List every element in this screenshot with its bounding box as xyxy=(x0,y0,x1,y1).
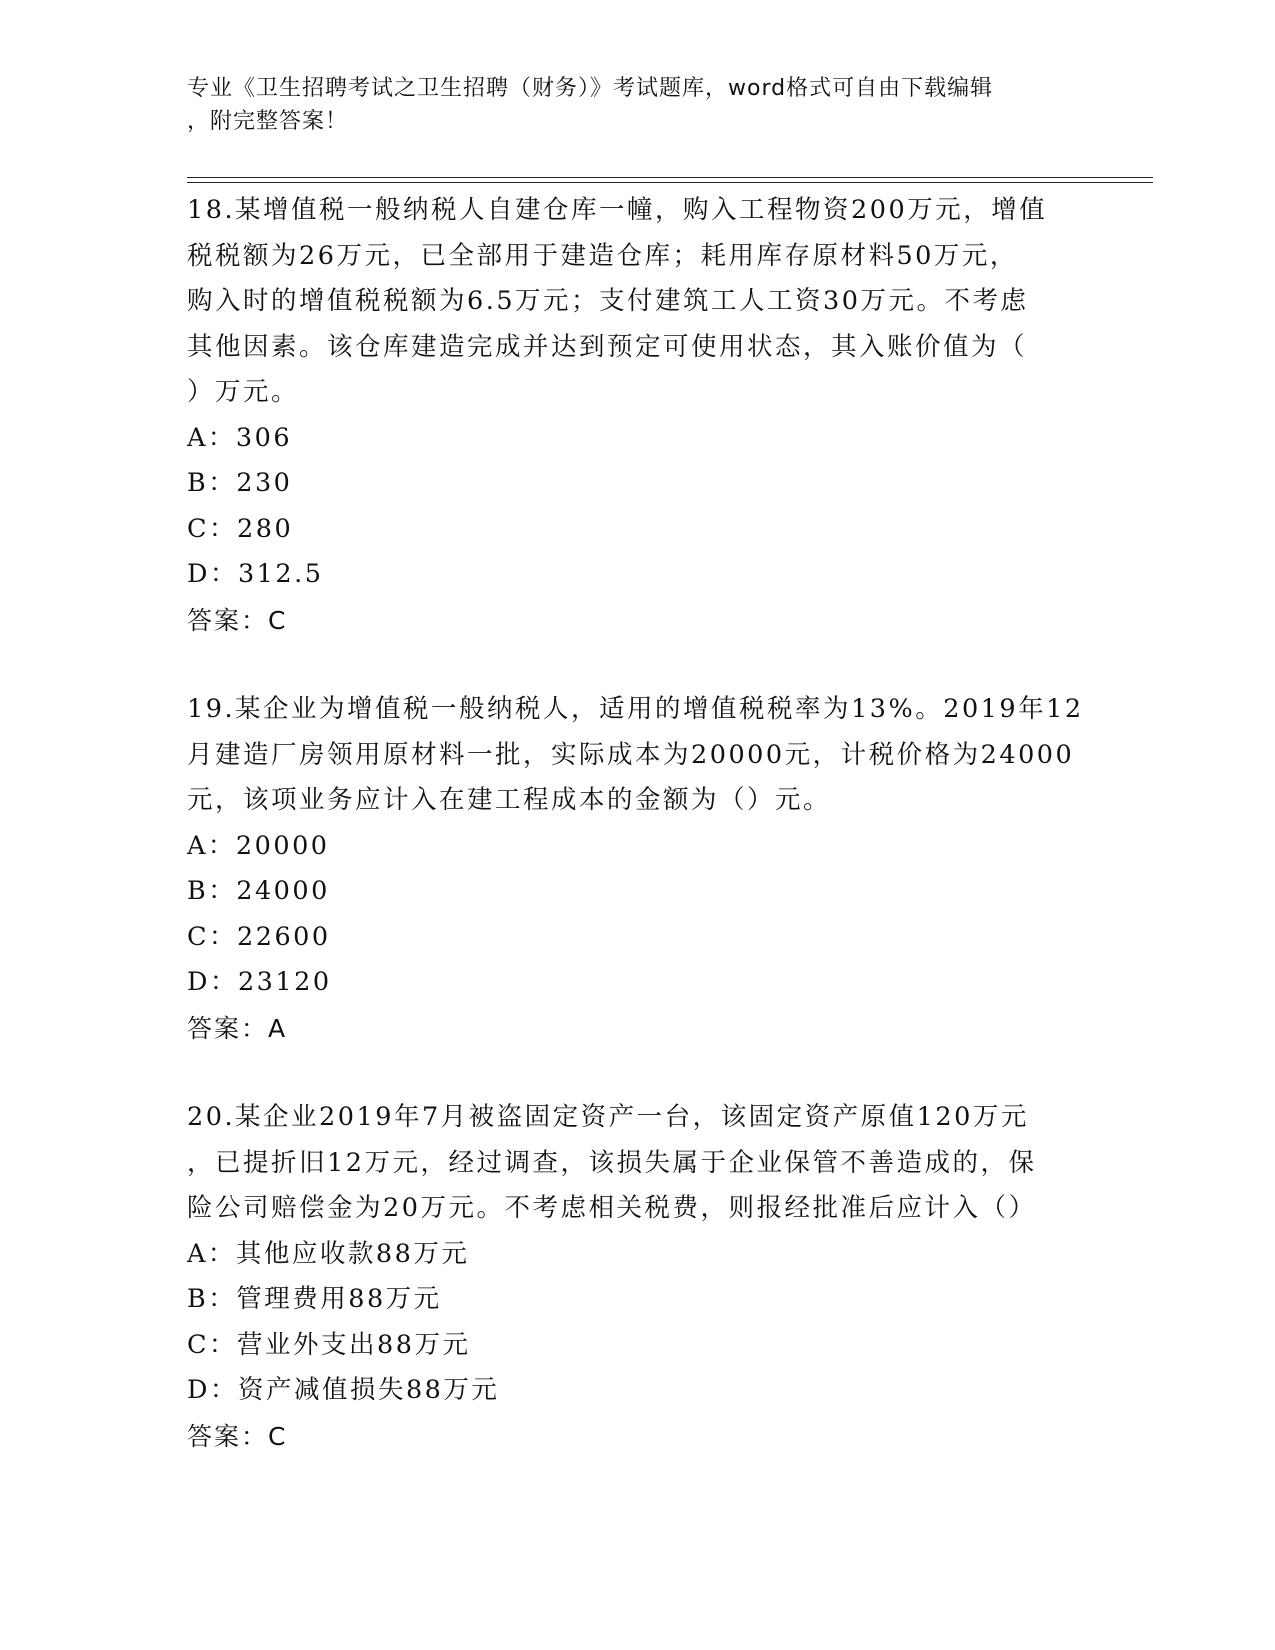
question-text-line: ）万元。 xyxy=(187,377,300,407)
option-d: D：资产减值损失88万元 xyxy=(187,1375,500,1405)
question-text-line: 税税额为26万元，已全部用于建造仓库；耗用库存原材料50万元， xyxy=(187,240,1018,271)
question-text-line: 月建造厂房领用原材料一批，实际成本为20000元，计税价格为24000 xyxy=(187,739,1075,770)
question-text-line: 19.某企业为增值税一般纳税人，适用的增值税税率为13%。2019年12 xyxy=(187,694,1084,724)
question-text-line: 购入时的增值税税额为6.5万元；支付建筑工人工资30万元。不考虑 xyxy=(187,286,1029,316)
question-text-line: 20.某企业2019年7月被盗固定资产一台，该固定资产原值120万元 xyxy=(187,1102,1029,1132)
document-header xyxy=(187,72,1087,138)
answer-line: 答案：C xyxy=(187,605,288,635)
header-line: ，附完整答案！ xyxy=(187,109,349,134)
answer-line: 答案：A xyxy=(187,1013,288,1043)
header-divider-bottom xyxy=(187,182,1153,183)
question-19 xyxy=(187,687,1087,1051)
question-text-line: 18.某增值税一般纳税人自建仓库一幢，购入工程物资200万元，增值 xyxy=(187,195,1048,225)
option-b: B：24000 xyxy=(187,876,330,906)
option-a: A：306 xyxy=(187,422,293,453)
option-d: D：23120 xyxy=(187,967,332,997)
option-b: B：230 xyxy=(187,468,293,498)
option-b: B：管理费用88万元 xyxy=(187,1284,442,1314)
answer-line: 答案：C xyxy=(187,1421,288,1451)
header-line: 专业《卫生招聘考试之卫生招聘（财务）》考试题库，word格式可自由下载编辑 xyxy=(187,76,994,101)
question-text-line: 其他因素。该仓库建造完成并达到预定可使用状态，其入账价值为（ xyxy=(187,331,1028,362)
question-text-line: ，已提折旧12万元，经过调查，该损失属于企业保管不善造成的，保 xyxy=(187,1147,1037,1178)
question-18 xyxy=(187,188,1087,643)
option-d: D：312.5 xyxy=(187,559,324,589)
option-a: A：20000 xyxy=(187,830,330,861)
question-text-line: 元，该项业务应计入在建工程成本的金额为（）元。 xyxy=(187,785,832,815)
option-c: C：280 xyxy=(187,513,294,544)
option-a: A：其他应收款88万元 xyxy=(187,1238,470,1269)
question-20 xyxy=(187,1095,1087,1459)
question-text-line: 险公司赔偿金为20万元。不考虑相关税费，则报经批准后应计入（） xyxy=(187,1193,1037,1223)
option-c: C：22600 xyxy=(187,921,331,952)
option-c: C：营业外支出88万元 xyxy=(187,1329,471,1360)
header-divider-top xyxy=(187,177,1153,178)
